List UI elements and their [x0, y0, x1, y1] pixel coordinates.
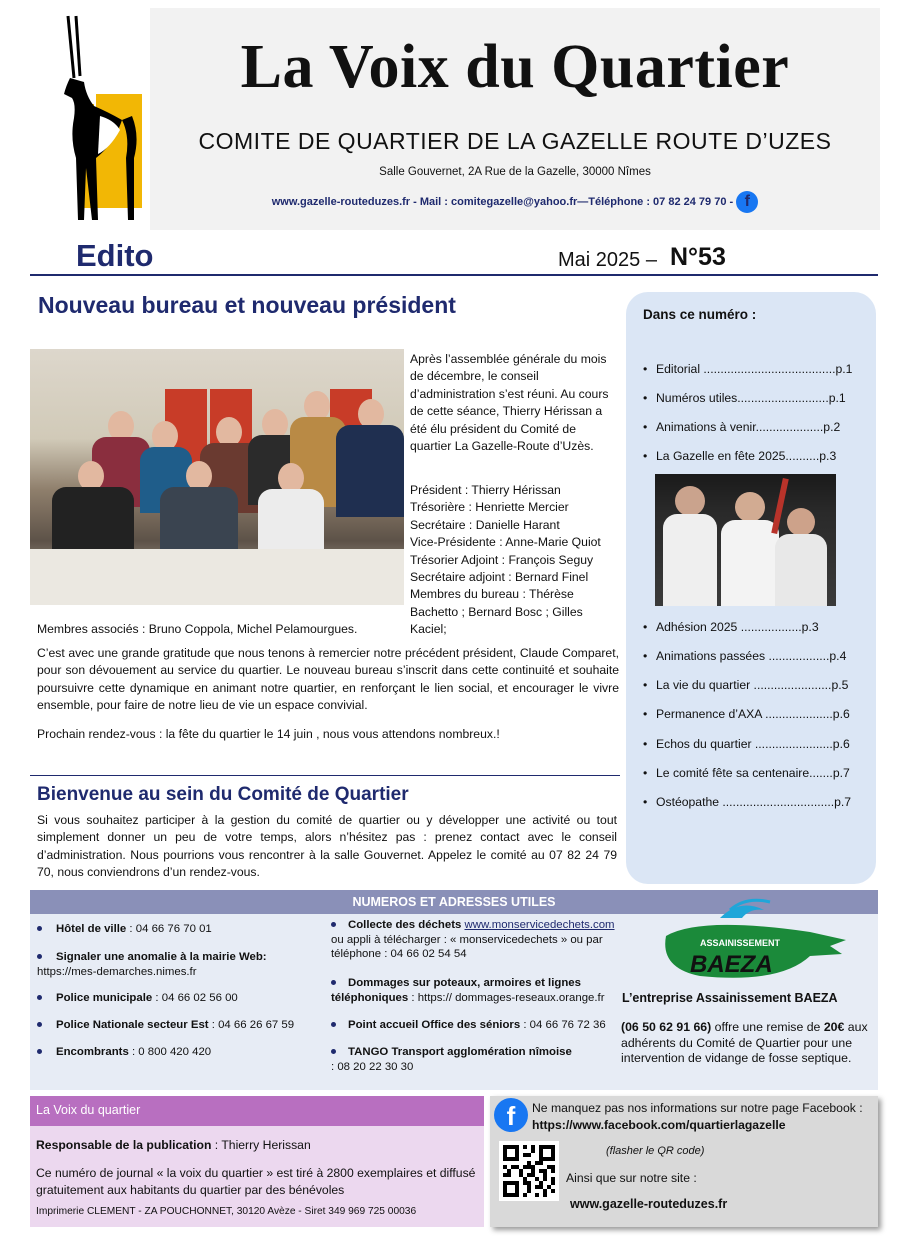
edito-label: Edito — [76, 238, 154, 273]
toc-item[interactable]: • Adhésion 2025 ..................p.3 — [643, 620, 819, 634]
bullet-icon: • — [643, 391, 648, 405]
website-link[interactable]: www.gazelle-routeduzes.fr — [570, 1197, 728, 1211]
officer-line: Trésorier Adjoint : François Seguy — [410, 552, 594, 567]
bullet-icon: • — [643, 649, 648, 663]
useful-numbers-title: NUMEROS ET ADRESSES UTILES — [352, 895, 556, 909]
photo-person — [52, 487, 134, 557]
toc-item[interactable]: • Animations passées ..................p.4 — [643, 649, 847, 663]
website-intro: Ainsi que sur notre site : — [566, 1171, 697, 1185]
toc-item[interactable]: • Echos du quartier .......................p.6 — [643, 737, 850, 751]
photo-person — [160, 487, 238, 557]
toc-item[interactable]: • Numéros utiles...........................p.1 — [643, 391, 846, 405]
welcome-title: Bienvenue au sein du Comité de Quartier — [37, 784, 409, 805]
baeza-offer: (06 50 62 91 66) offre une remise de 20€ aux adhérents du Comité de Quartier pour une intervention de vidange de fosse septique. — [621, 1020, 868, 1065]
article-intro: Après l’assemblée générale du mois de décembre, le conseil d’administration s’est réuni. Au cours de cette séance, Thierry Hérissan a été élu président du Comité de quartier La Gazelle-Route d’Uzès. — [410, 352, 609, 454]
baeza-logo-top: ASSAINISSEMENT — [700, 938, 781, 948]
bullet-icon — [331, 922, 336, 927]
newspaper-title: La Voix du Quartier — [240, 33, 790, 101]
toc-title: Dans ce numéro : — [643, 307, 757, 322]
bullet-icon — [37, 1022, 42, 1027]
waste-link[interactable]: www.monservicedechets.com — [464, 919, 615, 931]
baeza-logo-name: BAEZA — [690, 951, 773, 978]
useful-item: Dommages sur poteaux, armoires et lignes téléphoniques : https:// dommages-reseaux.orange.fr — [331, 977, 605, 1004]
toc-item[interactable]: • Animations à venir....................p.2 — [643, 420, 841, 434]
contact-line — [150, 191, 880, 213]
facebook-url[interactable]: https://www.facebook.com/quartierlagazelle — [532, 1118, 786, 1132]
gazelle-logo — [30, 8, 150, 230]
officer-line: Membres du bureau : Thérèse Bachetto ; Bernard Bosc ; Gilles Kaciel; — [410, 587, 583, 637]
toc-item[interactable]: • Editorial .......................................p.1 — [643, 362, 853, 376]
divider — [30, 274, 878, 276]
useful-item: TANGO Transport agglomération nîmoise : 08 20 22 30 30 — [331, 1046, 572, 1073]
bullet-icon: • — [643, 766, 648, 780]
toc-item[interactable]: • La vie du quartier .......................p.5 — [643, 678, 849, 692]
publication-description: Ce numéro de journal « la voix du quartier » est tiré à 2800 exemplaires et diffusé gratuitement aux habitants du quartier par des bénévoles — [36, 1166, 476, 1197]
article-thanks: C’est avec une grande gratitude que nous tenons à remercier notre précédent président, Claude Comparet, pour son dévouement au service du quartier. Le nouveau bureau s’inscrit dans cette continuité et souhaite poursuivre cette dynamique en animant notre quartier, en renforçant le lien social, et encourager le vivre ensemble, pour faire de notre lieu de vie un espace convivial. — [37, 646, 619, 713]
article-headline: Nouveau bureau et nouveau président — [38, 292, 456, 318]
publication-title: La Voix du quartier — [36, 1103, 141, 1117]
committee-address: Salle Gouvernet, 2A Rue de la Gazelle, 30000 Nîmes — [379, 166, 651, 178]
toc-item[interactable]: • Permanence d’AXA ....................p.6 — [643, 707, 850, 721]
useful-item: Hôtel de ville : 04 66 76 70 01 — [37, 922, 317, 937]
toc-item[interactable]: • La Gazelle en fête 2025..........p.3 — [643, 449, 837, 463]
next-meeting: Prochain rendez-vous : la fête du quartier le 14 juin , nous vous attendons nombreux.! — [37, 727, 500, 741]
bullet-icon: • — [643, 678, 648, 692]
useful-item: Signaler une anomalie à la mairie Web: https://mes-demarches.nimes.fr — [37, 951, 267, 978]
officer-line: Secrétaire adjoint : Bernard Finel — [410, 570, 589, 585]
issue-number: N°53 — [670, 243, 726, 271]
useful-item: Point accueil Office des séniors : 04 66 76 72 36 — [331, 1018, 621, 1033]
toc-item[interactable]: • Ostéopathe .................................p.7 — [643, 795, 852, 809]
board-group-photo — [30, 349, 404, 605]
qr-hint: (flasher le QR code) — [606, 1145, 705, 1157]
bullet-icon: • — [643, 420, 648, 434]
contact-text[interactable]: www.gazelle-routeduzes.fr - Mail : comitegazelle@yahoo.fr—Téléphone : 07 82 24 79 70 - — [271, 195, 734, 208]
divider — [30, 775, 620, 776]
facebook-icon[interactable]: f — [494, 1098, 528, 1132]
bullet-icon — [37, 995, 42, 1000]
officer-line: Secrétaire : Danielle Harant — [410, 517, 560, 532]
officer-line: Président : Thierry Hérissan — [410, 483, 561, 497]
officer-line: Vice-Présidente : Anne-Marie Quiot — [410, 535, 601, 550]
facebook-icon[interactable]: f — [736, 191, 758, 213]
toc-item[interactable]: • Le comité fête sa centenaire.......p.7 — [643, 766, 850, 780]
useful-item: Police Nationale secteur Est : 04 66 26 67 59 — [37, 1018, 327, 1033]
bullet-icon: • — [643, 707, 648, 721]
bullet-icon: • — [643, 449, 648, 463]
photo-person — [336, 425, 404, 517]
bullet-icon: • — [643, 737, 648, 751]
issue-date: Mai 2025 – — [558, 249, 657, 271]
photo-table — [30, 549, 404, 605]
publication-responsible: Responsable de la publication : Thierry Herissan — [36, 1138, 311, 1152]
baeza-logo — [660, 896, 850, 988]
bullet-icon: • — [643, 620, 648, 634]
bullet-icon: • — [643, 795, 648, 809]
bullet-icon — [37, 926, 42, 931]
useful-item: Collecte des déchets www.monservicedechets.com ou appli à télécharger : « monservicedechets » ou par téléphone : 04 66 02 54 54 — [331, 919, 615, 960]
facebook-follow-text: Ne manquez pas nos informations sur notre page Facebook : https://www.facebook.com/quartierlagazelle — [532, 1101, 863, 1132]
bullet-icon — [37, 1049, 42, 1054]
officer-line: Trésorière : Henriette Mercier — [410, 500, 569, 515]
board-members-list — [410, 482, 620, 639]
bullet-icon: • — [643, 362, 648, 376]
festival-photo — [655, 474, 836, 606]
associate-members: Membres associés : Bruno Coppola, Michel Pelamourgues. — [37, 622, 358, 636]
baeza-title: L’entreprise Assainissement BAEZA — [622, 991, 838, 1005]
bullet-icon — [331, 1022, 336, 1027]
photo-person — [258, 489, 324, 555]
bullet-icon — [331, 1049, 336, 1054]
useful-item: Encombrants : 0 800 420 420 — [37, 1045, 317, 1060]
welcome-text: Si vous souhaitez participer à la gestion du comité de quartier ou y développer une activité ou tout simplement donner un peu de votre temps, alors n’hésitez pas : prenez contact avec le conseil d’administration. Nous pourrions vous rencontrer à la salle Gouvernet. Appelez le comité au 07 82 24 79 70, nous conviendrons d’un rendez-vous. — [37, 813, 617, 880]
qr-code[interactable] — [499, 1141, 559, 1201]
useful-item: Police municipale : 04 66 02 56 00 — [37, 991, 317, 1006]
newspaper-subtitle: COMITE DE QUARTIER DE LA GAZELLE ROUTE D’UZES — [198, 128, 832, 154]
printer-info: Imprimerie CLEMENT - ZA POUCHONNET, 30120 Avèze - Siret 349 969 725 00036 — [36, 1206, 417, 1217]
useful-link[interactable]: https://mes-demarches.nimes.fr — [37, 965, 197, 978]
bullet-icon — [331, 980, 336, 985]
bullet-icon — [37, 954, 42, 959]
